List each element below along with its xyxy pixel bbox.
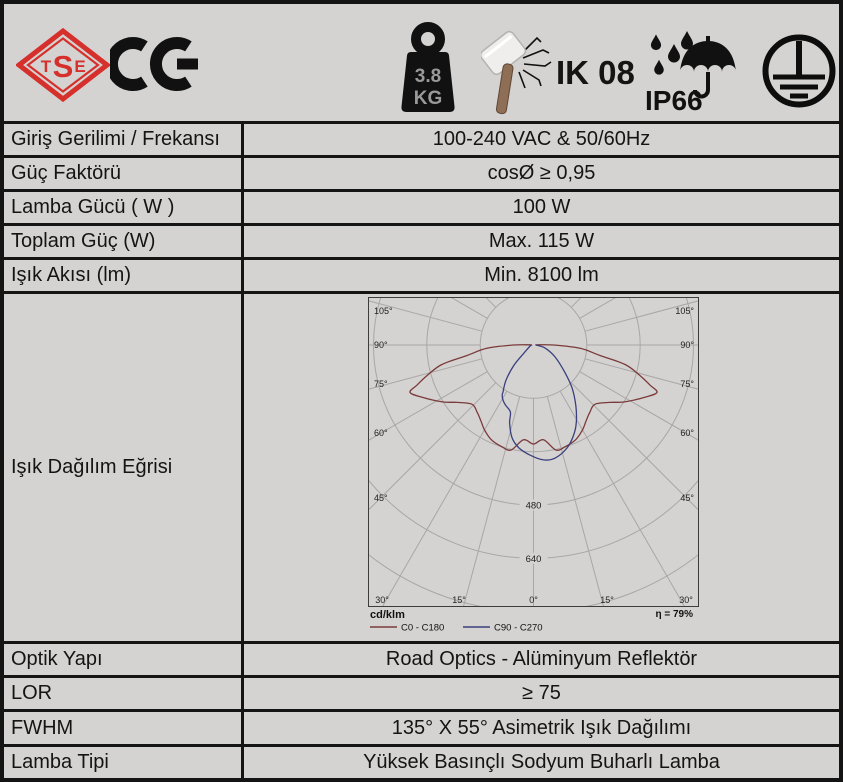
svg-text:480: 480 [525, 500, 542, 512]
row-value: ≥ 75 [522, 682, 561, 704]
svg-text:75°: 75° [680, 379, 694, 389]
unit-label: cd/klm [370, 609, 405, 621]
table-row [4, 744, 839, 778]
ip-rating-label: IP66 [645, 85, 703, 114]
row-label: FWHM [4, 712, 244, 744]
svg-text:105°: 105° [675, 306, 694, 316]
weight-unit: KG [413, 88, 443, 109]
ik-rating-label: IK 08 [556, 54, 635, 91]
weight-value: 3.8 [414, 66, 442, 87]
row-value: Min. 8100 lm [484, 264, 599, 286]
row-value: cosØ ≥ 0,95 [487, 162, 596, 184]
table-row [4, 675, 839, 709]
svg-text:105°: 105° [374, 306, 393, 316]
row-value [244, 294, 839, 641]
row-value: 135° X 55° Asimetrik Işık Dağılımı [391, 716, 692, 739]
svg-text:30°: 30° [679, 595, 693, 605]
svg-text:45°: 45° [374, 493, 388, 503]
weight-icon [392, 16, 464, 116]
protective-earth-icon [760, 32, 838, 110]
row-value: Max. 115 W [488, 230, 595, 252]
legend-label-c0: C0 - C180 [401, 622, 445, 634]
legend-label-c90: C90 - C270 [494, 622, 543, 634]
svg-text:15°: 15° [600, 595, 614, 605]
row-label: Giriş Gerilimi / Frekansı [4, 124, 244, 155]
svg-text:0°: 0° [529, 595, 538, 605]
svg-text:30°: 30° [375, 595, 389, 605]
certification-header [4, 4, 839, 121]
svg-text:60°: 60° [374, 428, 388, 438]
angle-labels-bottom [375, 595, 693, 605]
row-value: Yüksek Basınçlı Sodyum Buharlı Lamba [363, 751, 720, 773]
tse-letter-s: S [52, 49, 74, 84]
tse-letter-e: E [74, 57, 86, 76]
svg-text:45°: 45° [680, 493, 694, 503]
svg-text:90°: 90° [374, 340, 388, 350]
spec-table [4, 121, 839, 778]
row-label: Işık Akısı (lm) [4, 260, 244, 291]
light-distribution-diagram [368, 297, 699, 643]
row-label: Işık Dağılım Eğrisi [4, 294, 244, 641]
impact-hammer-icon [481, 26, 555, 116]
row-label: Optik Yapı [4, 644, 244, 675]
table-row [4, 121, 839, 155]
legend [370, 623, 543, 634]
row-label: Lamba Gücü ( W ) [4, 192, 244, 223]
ce-mark-icon [110, 34, 204, 94]
angle-labels-right [675, 306, 694, 503]
table-row [4, 257, 839, 291]
row-value: 100-240 VAC & 50/60Hz [432, 128, 651, 150]
tse-logo-icon [16, 26, 110, 104]
row-label: Lamba Tipi [4, 747, 244, 778]
table-row [4, 291, 839, 641]
curve-c90-c270 [502, 345, 576, 460]
table-row [4, 189, 839, 223]
row-value: 100 W [512, 196, 571, 218]
row-value: Road Optics - Alüminyum Reflektör [385, 648, 698, 670]
table-row [4, 641, 839, 675]
table-row [4, 155, 839, 189]
row-label: LOR [4, 678, 244, 709]
crack-lines [519, 38, 551, 88]
rain-umbrella-icon [644, 26, 746, 114]
svg-text:640: 640 [525, 553, 542, 565]
angle-labels-left [374, 306, 393, 503]
svg-text:15°: 15° [452, 595, 466, 605]
efficiency-label: η = 79% [655, 609, 693, 620]
svg-text:90°: 90° [680, 340, 694, 350]
row-label: Güç Faktörü [4, 158, 244, 189]
svg-text:60°: 60° [680, 428, 694, 438]
table-row [4, 223, 839, 257]
table-row [4, 709, 839, 744]
svg-text:75°: 75° [374, 379, 388, 389]
tse-letter-t: T [40, 57, 52, 76]
row-label: Toplam Güç (W) [4, 226, 244, 257]
